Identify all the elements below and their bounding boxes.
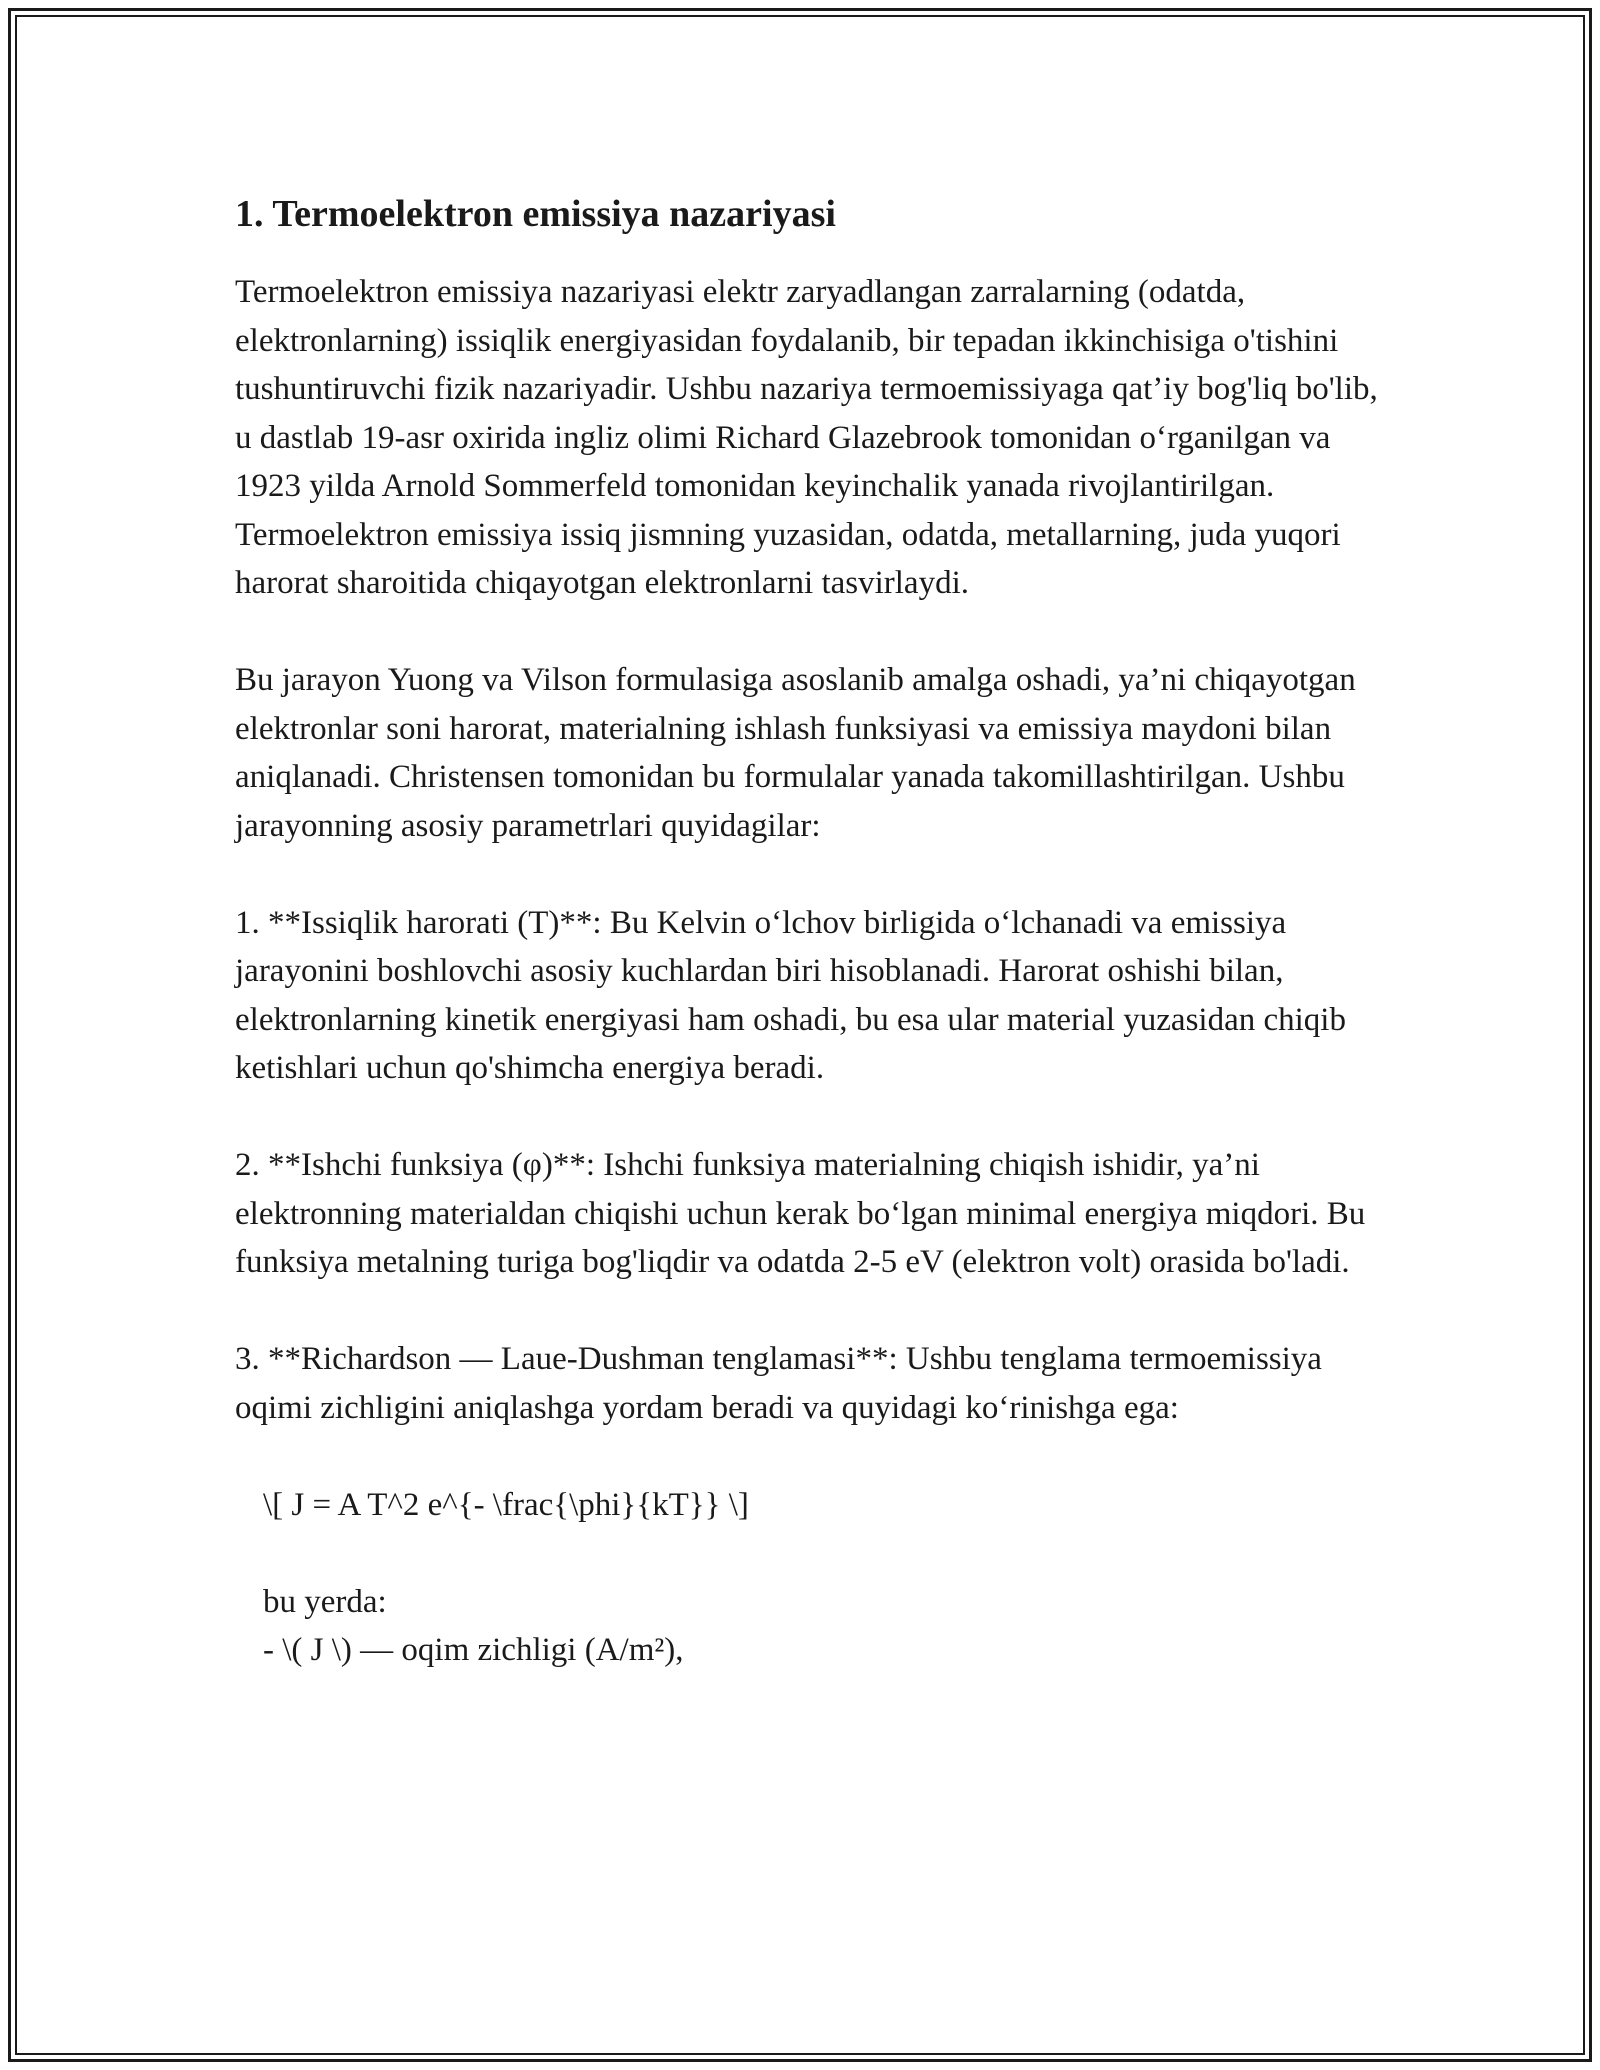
paragraph-process: Bu jarayon Yuong va Vilson formulasiga asoslanib amalga oshadi, ya’ni chiqayotgan elektronlar soni harorat, materialning ishlash funksiyasi va emissiya maydoni bilan aniqlanadi. Christensen tomonidan bu formulalar yanada takomillashtirilgan. Ushbu jarayonning asosiy parametrlari quyidagilar: (235, 662, 1356, 844)
formula: \[ J = A T^2 e^{- \frac{\phi}{kT}} \] (263, 1486, 749, 1523)
paragraph-intro: Termoelektron emissiya nazariyasi elektr zaryadlangan zarralarning (odatda, elektronlarning) issiqlik energiyasidan foydalanib, bir tepadan ikkinchisiga o'tishini tushuntiruvchi fizik nazariyadir. Ushbu nazariya termoemissiyaga qat’iy bog'liq bo'lib, u dastlab 19-asr oxirida ingliz olimi Richard Glazebrook tomonidan o‘rganilgan va 1923 yilda Arnold Sommerfeld tomonidan keyinchalik yanada rivojlantirilgan. Termoelektron emissiya issiq jismning yuzasidan, odatda, metallarning, juda yuqori harorat sharoitida chiqayotgan elektronlarni tasvirlaydi. (235, 274, 1378, 601)
paragraph-gap (235, 608, 1385, 657)
paragraph-gap (235, 1093, 1385, 1142)
paragraph-gap (235, 1432, 1385, 1481)
list-item-richardson: 3. **Richardson — Laue-Dushman tenglamasi**: Ushbu tenglama termoemissiya oqimi zichligini aniqlashga yordam beradi va quyidagi ko‘rinishga ega: (235, 1341, 1322, 1426)
paragraph-gap (235, 1287, 1385, 1336)
paragraph-gap (235, 850, 1385, 899)
list-item-temperature: 1. **Issiqlik harorati (T)**: Bu Kelvin o‘lchov birligida o‘lchanadi va emissiya jarayonini boshlovchi asosiy kuchlardan biri hisoblanadi. Harorat oshishi bilan, elektronlarning kinetik energiyasi ham oshadi, bu esa ular material yuzasidan chiqib ketishlari uchun qo'shimcha energiya beradi. (235, 904, 1346, 1086)
paragraph-gap (235, 1529, 1385, 1578)
document-body (235, 190, 1385, 1675)
list-item-work-function: 2. **Ishchi funksiya (φ)**: Ishchi funksiya materialning chiqish ishidir, ya’ni elektronning materialdan chiqishi uchun kerak bo‘lgan minimal energiya miqdori. Bu funksiya metalning turiga bog'liqdir va odatda 2-5 eV (elektron volt) orasida bo'ladi. (235, 1147, 1366, 1280)
where-item-j: - \( J \) — oqim zichligi (A/m²), (263, 1632, 684, 1668)
where-label: bu yerda: (263, 1583, 387, 1620)
section-title: 1. Termoelektron emissiya nazariyasi (235, 193, 836, 235)
